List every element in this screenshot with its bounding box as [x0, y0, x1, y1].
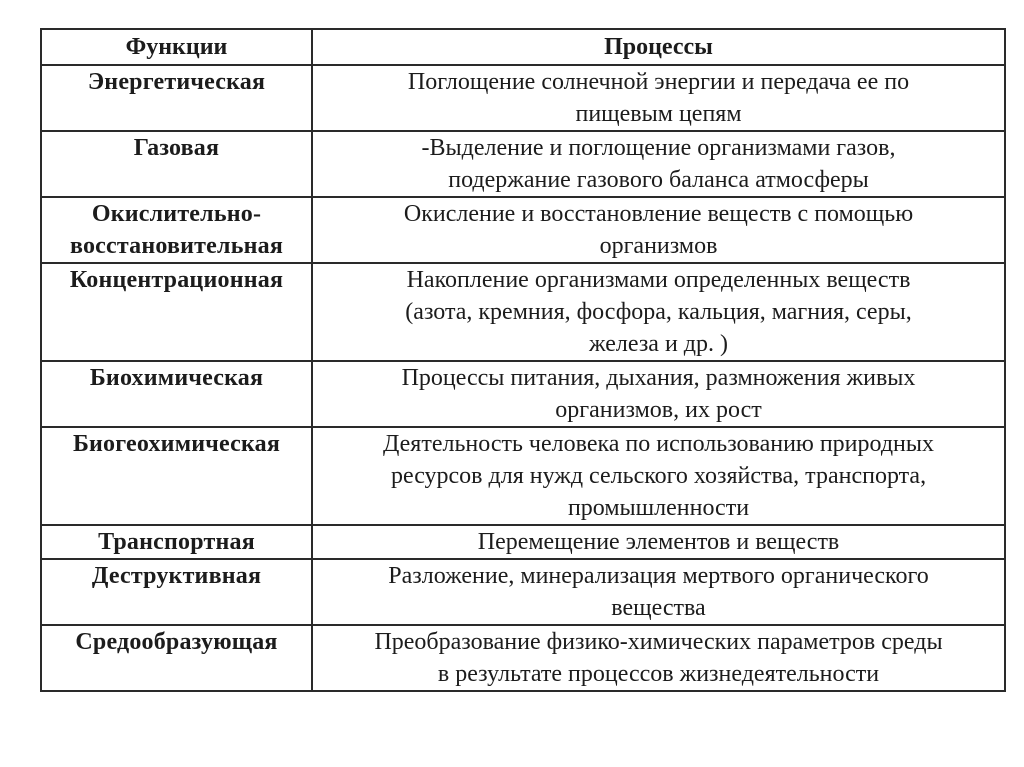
function-cell	[41, 65, 312, 131]
process-text-line: организмов, их рост	[555, 397, 762, 423]
table-row	[41, 131, 1005, 197]
function-cell	[41, 427, 312, 525]
process-text-line: Процессы питания, дыхания, размножения живых	[401, 365, 916, 391]
process-text-line: Разложение, минерализация мертвого органического	[388, 563, 929, 589]
functions-table	[40, 28, 1006, 692]
function-cell	[41, 131, 312, 197]
function-cell	[41, 361, 312, 427]
process-cell	[312, 427, 1005, 525]
process-cell	[312, 197, 1005, 263]
process-text-line: (азота, кремния, фосфора, кальция, магния, серы,	[405, 299, 912, 325]
process-text-line: подержание газового баланса атмосферы	[448, 167, 869, 193]
table-row	[41, 525, 1005, 559]
table-row	[41, 263, 1005, 361]
process-text-line: промышленности	[567, 495, 750, 521]
function-name-line: Средообразующая	[75, 629, 278, 655]
process-cell	[312, 263, 1005, 361]
table-row	[41, 65, 1005, 131]
process-text-line: Перемещение элементов и веществ	[477, 529, 840, 555]
function-cell	[41, 263, 312, 361]
process-text-line: железа и др. )	[588, 331, 729, 357]
process-text-line: организмов	[599, 233, 718, 259]
function-name-line: Транспортная	[98, 529, 255, 555]
function-cell	[41, 197, 312, 263]
table-row	[41, 625, 1005, 691]
process-cell	[312, 525, 1005, 559]
header-processes: Процессы	[312, 29, 1005, 65]
table-row	[41, 197, 1005, 263]
function-name-line: восстановительная	[69, 233, 283, 259]
process-text-line: вещества	[611, 595, 706, 621]
function-name-line: Окислительно-	[91, 201, 262, 227]
process-cell	[312, 559, 1005, 625]
function-name-line: Деструктивная	[91, 563, 262, 589]
process-cell	[312, 625, 1005, 691]
process-text-line: Поглощение солнечной энергии и передача ее по	[407, 69, 910, 95]
process-text-line: пищевым цепям	[575, 101, 742, 127]
table-row	[41, 427, 1005, 525]
header-functions: Функции	[41, 29, 312, 65]
function-cell	[41, 525, 312, 559]
process-text-line: в результате процессов жизнедеятельности	[437, 661, 880, 687]
table-row	[41, 361, 1005, 427]
process-cell	[312, 131, 1005, 197]
function-name-line: Газовая	[133, 135, 220, 161]
process-text-line: Преобразование физико-химических параметров среды	[374, 629, 943, 655]
table-row	[41, 559, 1005, 625]
table-header-row	[41, 29, 1005, 65]
process-text-line: -Выделение и поглощение организмами газов,	[421, 135, 896, 161]
function-name-line: Энергетическая	[87, 69, 266, 95]
process-cell	[312, 65, 1005, 131]
process-cell	[312, 361, 1005, 427]
process-text-line: Окисление и восстановление веществ с помощью	[403, 201, 914, 227]
function-cell	[41, 559, 312, 625]
process-text-line: Деятельность человека по использованию природных	[382, 431, 935, 457]
function-name-line: Биогеохимическая	[72, 431, 281, 457]
function-cell	[41, 625, 312, 691]
process-text-line: Накопление организмами определенных веществ	[406, 267, 911, 293]
function-name-line: Биохимическая	[89, 365, 264, 391]
table-body	[41, 65, 1005, 691]
function-name-line: Концентрационная	[69, 267, 284, 293]
process-text-line: ресурсов для нужд сельского хозяйства, транспорта,	[390, 463, 927, 489]
